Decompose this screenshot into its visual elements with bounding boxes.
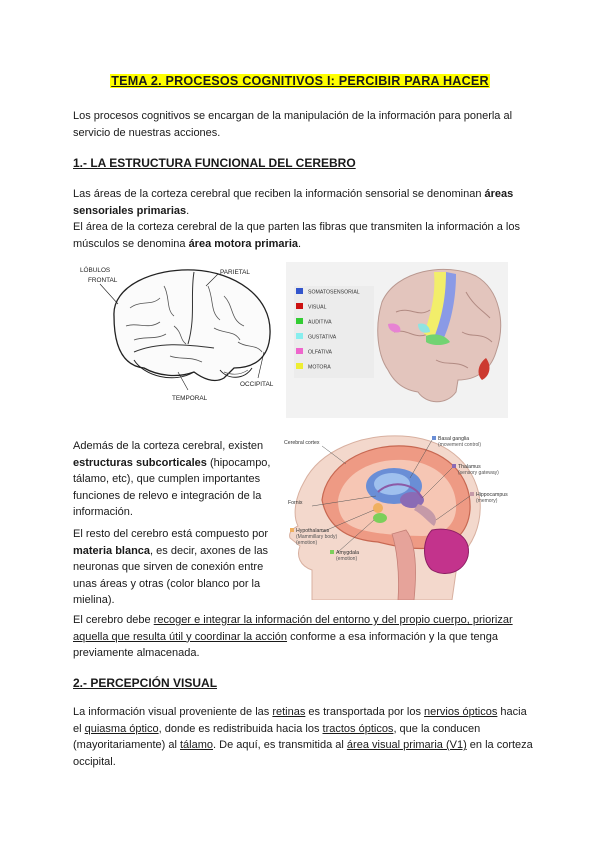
text-run: , es decir, axones de las neuronas que sirven de conexión entre unas áreas y otras (color blanco por la mielina).	[73, 544, 269, 607]
text-run: , que la conducen (mayoritariamente) al	[73, 722, 481, 752]
label-hypothalamus-sub: (Mammillary body)	[296, 534, 338, 540]
sensory-areas-paragraph	[73, 186, 533, 252]
legend-label: AUDITIVA	[308, 319, 332, 326]
text-run: , donde es redistribuida hacia los	[158, 722, 323, 735]
label-lobulos: LÓBULOS	[80, 267, 111, 274]
text-run: Además de la corteza cerebral, existen	[73, 440, 264, 452]
text-run: .	[298, 237, 302, 250]
legend-box	[294, 286, 374, 378]
legend-swatch	[296, 303, 303, 309]
legend-label: VISUAL	[308, 304, 327, 311]
label-hypothalamus: Hypothalamus	[296, 528, 330, 534]
underlined-thalamus: tálamo	[179, 739, 214, 752]
text-run: La información visual proveniente de las	[73, 706, 273, 718]
underlined-retinas: retinas	[272, 706, 306, 718]
label-thalamus: Thalamus	[458, 464, 481, 470]
text-run: conforme a esa información y la que tenga previamente almacenada.	[73, 630, 498, 660]
legend-swatch	[296, 333, 303, 339]
label-amygdala: Amygdala	[336, 550, 360, 556]
legend-label: OLFATIVA	[308, 349, 333, 356]
white-matter-paragraph	[73, 526, 279, 609]
label-hypothalamus-sub2: (emotion)	[296, 540, 318, 546]
section2-heading: 2.- PERCEPCIÓN VISUAL	[73, 676, 218, 690]
text-run: Las áreas de la corteza cerebral que reciben la información sensorial se denominan	[73, 188, 485, 200]
frontal-pointer	[100, 284, 118, 304]
visual-perception-paragraph	[73, 704, 533, 770]
brain-lobes-figure	[74, 256, 284, 410]
bold-term-white-matter: materia blanca	[73, 544, 151, 557]
label-occipital: OCCIPITAL	[240, 381, 274, 388]
intro-paragraph: Los procesos cognitivos se encargan de la manipulación de la información para ponerla al servicio de nuestras acciones.	[73, 110, 513, 139]
text-run: (hipocampo, tálamo, etc), que cumplen importantes funciones de relevo e integración de la información.	[73, 456, 271, 519]
label-parietal: PARIETAL	[220, 269, 250, 276]
label-hippocampus: Hippocampus	[476, 492, 508, 498]
legend-swatch	[296, 288, 303, 294]
hypothalamus-key	[290, 528, 294, 532]
legend-swatch	[296, 318, 303, 324]
basal-ganglia-key	[432, 436, 436, 440]
hypothalamus-shape	[373, 503, 383, 513]
underlined-optic-tracts: tractos ópticos	[322, 722, 394, 735]
text-run: .	[186, 204, 190, 217]
legend-label: SOMATOSENSORIAL	[308, 289, 360, 296]
document-title-block	[0, 72, 600, 90]
hippocampus-key	[470, 492, 474, 496]
label-frontal: FRONTAL	[88, 277, 118, 284]
subcortical-structures-figure	[282, 430, 524, 600]
label-amygdala-sub: (emotion)	[336, 556, 358, 562]
underlined-v1: área visual primaria (V1)	[346, 739, 467, 752]
bold-term-motor-area: área motora primaria	[188, 237, 298, 250]
amygdala-shape	[373, 513, 387, 523]
document-title: TEMA 2. PROCESOS COGNITIVOS I: PERCIBIR PARA HACER	[111, 74, 489, 88]
sensory-areas-figure	[286, 262, 508, 418]
subcortical-paragraph	[73, 438, 279, 521]
underlined-optic-chiasm: quiasma óptico	[84, 722, 159, 735]
text-run: El área de la corteza cerebral de la que parten las fibras que transmiten la información a los músculos se denomina	[73, 221, 520, 250]
label-temporal: TEMPORAL	[172, 395, 208, 402]
label-fornix: Fornix	[288, 500, 303, 506]
cerebellum-shape	[425, 529, 469, 573]
label-thalamus-sub: (sensory gateway)	[458, 470, 499, 476]
text-run: El resto del cerebro está compuesto por	[73, 528, 269, 540]
legend-swatch	[296, 363, 303, 369]
amygdala-key	[330, 550, 334, 554]
label-hippocampus-sub: (memory)	[476, 498, 498, 504]
legend-label: MOTORA	[308, 364, 331, 371]
legend-swatch	[296, 348, 303, 354]
bold-term-sensory-areas: áreas sensoriales primarias	[73, 188, 514, 217]
text-run: El cerebro debe	[73, 614, 154, 626]
text-run: es transportada por los	[305, 706, 424, 718]
underlined-optic-nerves: nervios ópticos	[424, 706, 498, 718]
thalamus-key	[452, 464, 456, 468]
label-basal-ganglia: Basal ganglia	[438, 436, 470, 442]
legend-label: GUSTATIVA	[308, 334, 337, 341]
text-run: en la corteza occipital.	[73, 739, 533, 768]
text-run: hacia el	[73, 706, 527, 735]
label-basal-ganglia-sub: (movement control)	[438, 442, 482, 448]
section1-heading: 1.- LA ESTRUCTURA FUNCIONAL DEL CEREBRO	[73, 156, 356, 170]
integration-paragraph	[73, 612, 533, 662]
bold-term-subcortical: estructuras subcorticales	[73, 456, 207, 469]
underlined-integration: recoger e integrar la información del entorno y del propio cuerpo, priorizar aquella que resulta útil y coordinar la acción	[73, 614, 513, 643]
text-run: . De aquí, es transmitida al	[213, 739, 347, 752]
label-cerebral-cortex: Cerebral cortex	[284, 440, 320, 446]
